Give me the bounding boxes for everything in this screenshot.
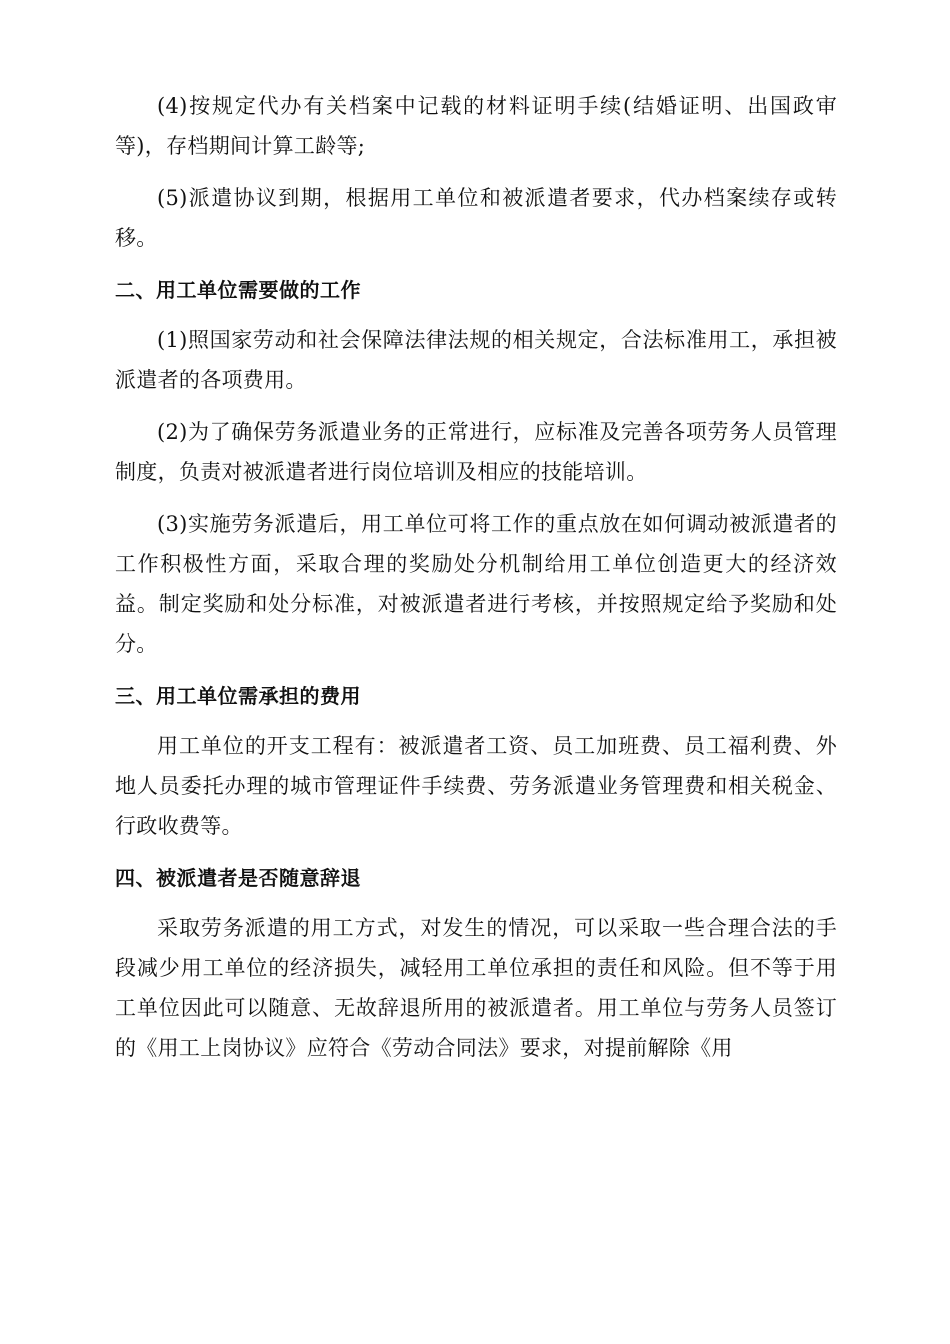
document-page (115, 86, 837, 1080)
paragraph-employer-2: (2)为了确保劳务派遣业务的正常进行，应标准及完善各项劳务人员管理制度，负责对被派遣者进行岗位培训及相应的技能培训。 (115, 420, 837, 484)
paragraph-employer-3: (3)实施劳务派遣后，用工单位可将工作的重点放在如何调动被派遣者的工作积极性方面，采取合理的奖励处分机制给用工单位创造更大的经济效益。制定奖励和处分标准，对被派遣者进行考核，并按照规定给予奖励和处分。 (115, 512, 837, 656)
section-heading-4: 四、被派遣者是否随意辞退 (115, 866, 361, 890)
paragraph-costs: 用工单位的开支工程有：被派遣者工资、员工加班费、员工福利费、外地人员委托办理的城市管理证件手续费、劳务派遣业务管理费和相关税金、行政收费等。 (115, 734, 837, 838)
section-heading-2: 二、用工单位需要做的工作 (115, 278, 361, 302)
paragraph-dismissal: 采取劳务派遣的用工方式，对发生的情况，可以采取一些合理合法的手段减少用工单位的经济损失，减轻用工单位承担的责任和风险。但不等于用工单位因此可以随意、无故辞退所用的被派遣者。用工单位与劳务人员签订的《用工上岗协议》应符合《劳动合同法》要求，对提前解除《用 (115, 916, 837, 1060)
paragraph-employer-1: (1)照国家劳动和社会保障法律法规的相关规定，合法标准用工，承担被派遣者的各项费用。 (115, 328, 837, 392)
section-heading-3: 三、用工单位需承担的费用 (115, 684, 361, 708)
paragraph-item-5: (5)派遣协议到期，根据用工单位和被派遣者要求，代办档案续存或转移。 (115, 186, 837, 250)
paragraph-item-4: (4)按规定代办有关档案中记载的材料证明手续(结婚证明、出国政审等)，存档期间计算工龄等; (115, 94, 837, 158)
